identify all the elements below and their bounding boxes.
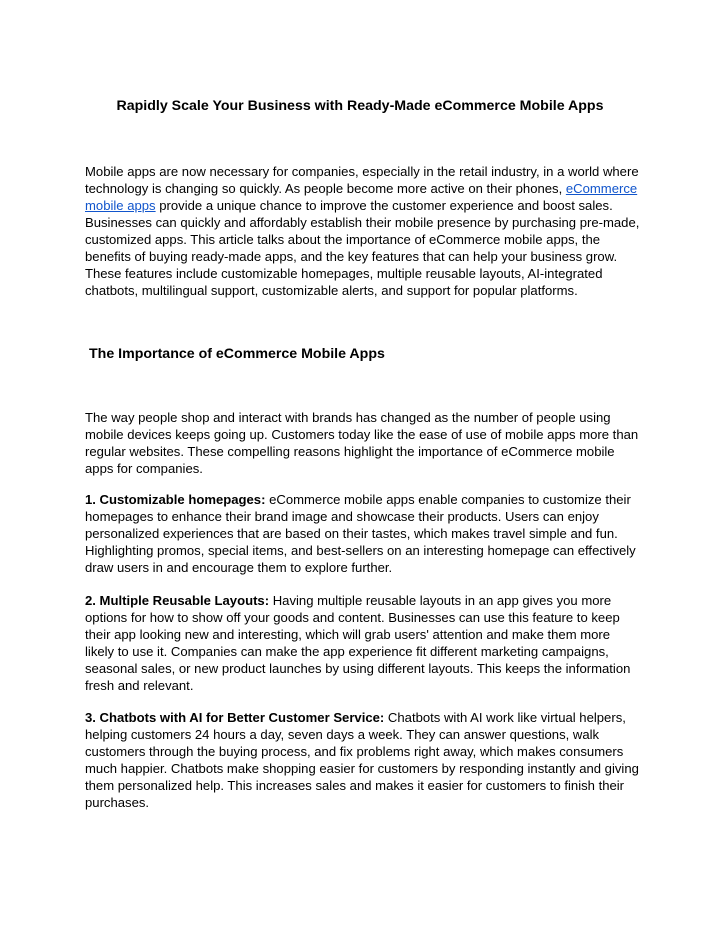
- ecommerce-mobile-apps-link[interactable]: eCommerce mobile apps: [85, 181, 638, 213]
- point-customizable-homepages: [85, 491, 641, 576]
- point-heading: 3. Chatbots with AI for Better Customer Service:: [85, 710, 385, 725]
- section-intro-paragraph: The way people shop and interact with brands has changed as the number of people using mobile devices keeps going up. Customers today like the ease of use of mobile apps more than regular websites. These compelling reasons highlight the importance of eCommerce mobile apps for companies.: [85, 410, 639, 476]
- point-text: Chatbots with AI work like virtual helpers, helping customers 24 hours a day, seven days a week. They can answer questions, walk customers through the buying process, and fix problems right away, which makes consumers much happier. Chatbots make shopping easier for customers by responding instantly and giving them personalized help. This increases sales and makes it easier for customers to finish their purchases.: [85, 710, 639, 810]
- point-reusable-layouts: [85, 592, 641, 694]
- point-ai-chatbots: [85, 709, 641, 811]
- intro-paragraph: [85, 163, 641, 299]
- point-text: Having multiple reusable layouts in an app gives you more options for how to show off your goods and content. Businesses can use this feature to keep their app looking new and interesting, which will grab users' attention and make them more likely to use it. Companies can make the app experience fit different marketing campaigns, seasonal sales, or new product launches by using different layouts. This keeps the information fresh and relevant.: [85, 593, 631, 693]
- point-heading: 1. Customizable homepages:: [85, 492, 266, 507]
- point-text: eCommerce mobile apps enable companies to customize their homepages to enhance their brand image and showcase their products. Users can enjoy personalized experiences that are based on their tastes, which makes travel simple and fun. Highlighting promos, special items, and best-sellers on an interesting homepage can effectively draw users in and encourage them to explore further.: [85, 492, 636, 575]
- intro-text-after-link: provide a unique chance to improve the customer experience and boost sales. Businesses can quickly and affordably establish their mobile presence by purchasing pre-made, customized apps. This article talks about the importance of eCommerce mobile apps, the benefits of buying ready-made apps, and the key features that can help your business grow. These features include customizable homepages, multiple reusable layouts, AI-integrated chatbots, multilingual support, customizable alerts, and support for popular platforms.: [85, 198, 640, 298]
- section-heading: The Importance of eCommerce Mobile Apps: [89, 346, 385, 362]
- point-heading: 2. Multiple Reusable Layouts:: [85, 593, 270, 608]
- intro-text-before-link: Mobile apps are now necessary for companies, especially in the retail industry, in a world where technology is changing so quickly. As people become more active on their phones,: [85, 164, 639, 196]
- document-title: Rapidly Scale Your Business with Ready-Made eCommerce Mobile Apps: [116, 98, 604, 114]
